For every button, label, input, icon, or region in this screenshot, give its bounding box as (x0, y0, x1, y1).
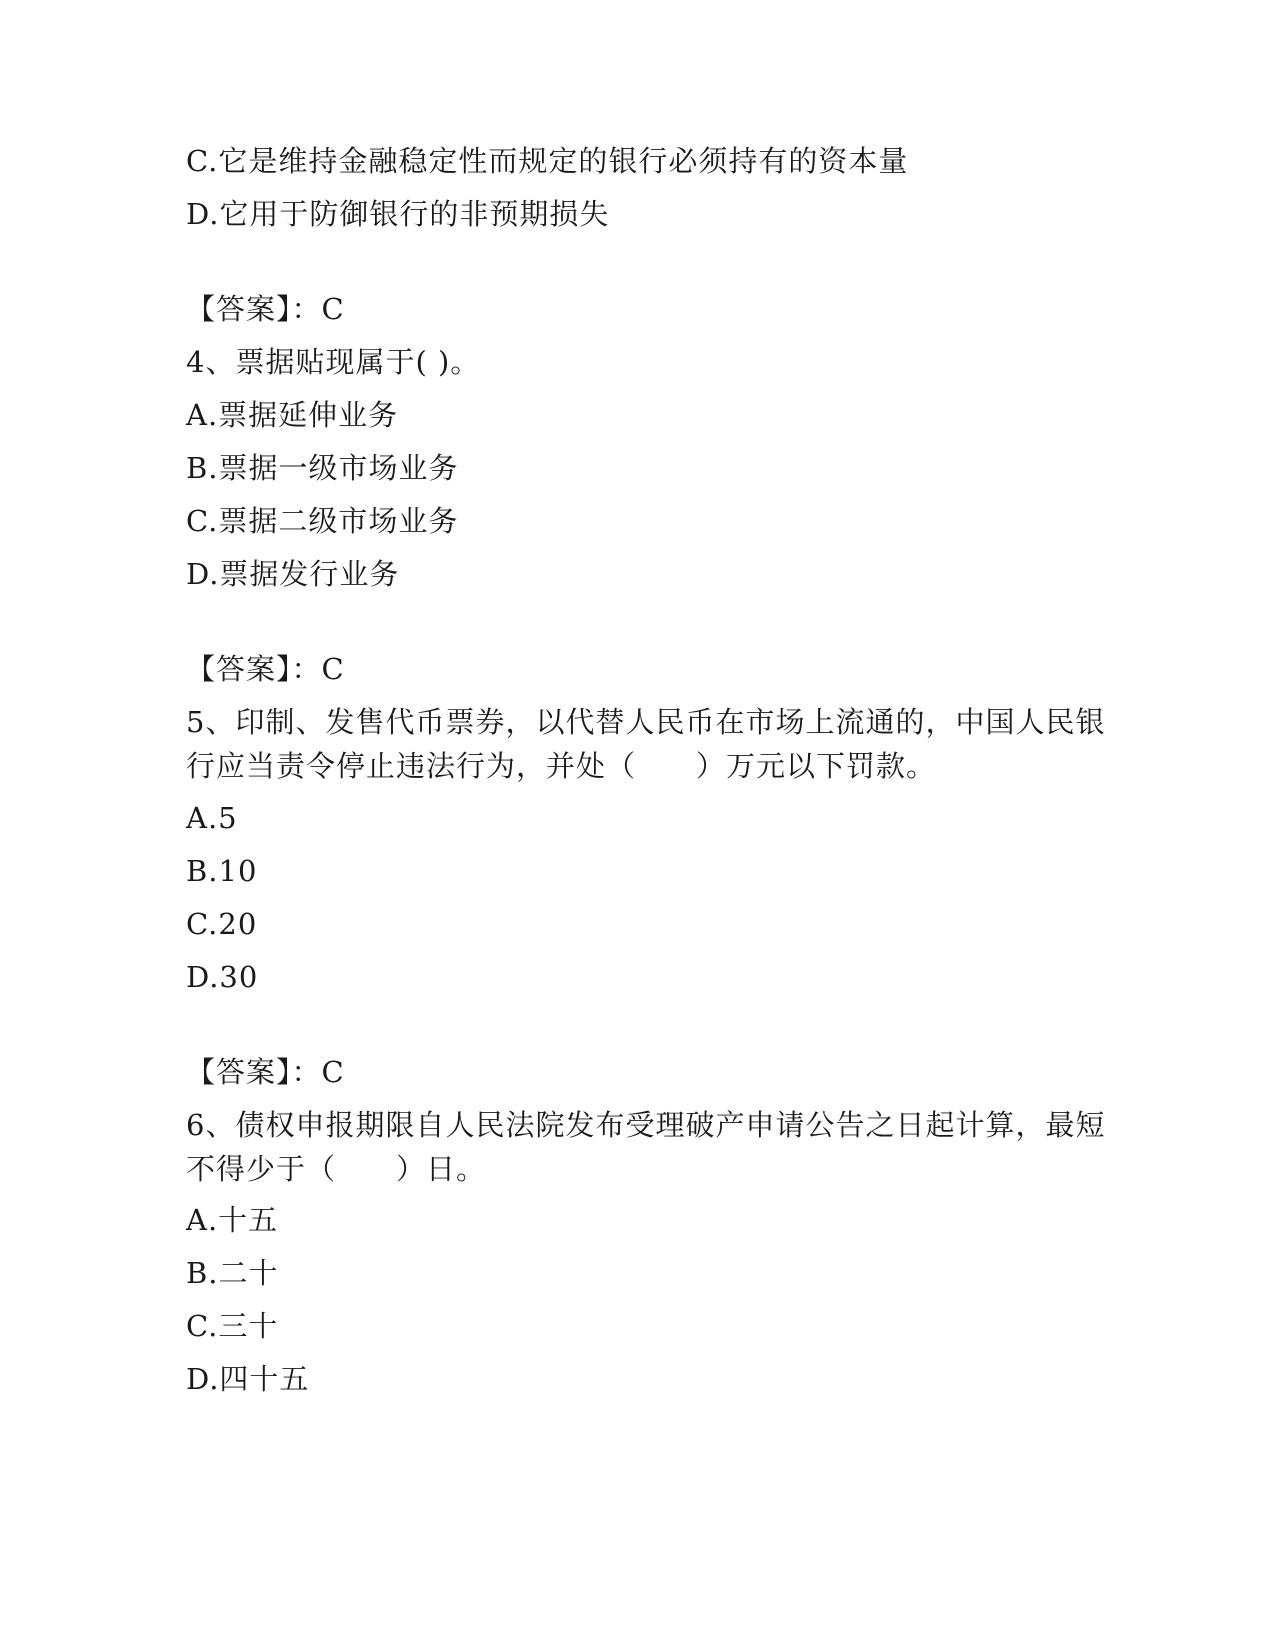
q4-option-c: C.票据二级市场业务 (186, 504, 459, 538)
q3-option-d: D.它用于防御银行的非预期损失 (186, 197, 610, 231)
q5-question (186, 700, 1106, 788)
q5-question-line-2: 行应当责令停止违法行为，并处（ ）万元以下罚款。 (186, 749, 937, 783)
q5-option-c: C.20 (186, 907, 258, 941)
q6-option-a: A.十五 (186, 1203, 279, 1237)
q5-option-b: B.10 (186, 854, 258, 888)
q4-option-d: D.票据发行业务 (186, 557, 400, 591)
q4-option-a: A.票据延伸业务 (186, 398, 399, 432)
q6-option-d: D.四十五 (186, 1362, 310, 1396)
q6-question (186, 1103, 1106, 1191)
q6-option-c: C.三十 (186, 1309, 279, 1343)
q5-question-line-1: 5、印制、发售代币票券，以代替人民币在市场上流通的，中国人民银 (186, 705, 1106, 739)
q6-question-line-2: 不得少于（ ）日。 (186, 1152, 487, 1186)
q5-option-d: D.30 (186, 960, 259, 994)
q4-option-b: B.票据一级市场业务 (186, 451, 459, 485)
q3-answer: 【答案】：C (186, 292, 345, 326)
q4-question: 4、票据贴现属于( )。 (186, 345, 481, 379)
q6-option-b: B.二十 (186, 1256, 279, 1290)
q4-answer: 【答案】：C (186, 652, 345, 686)
q3-option-c: C.它是维持金融稳定性而规定的银行必须持有的资本量 (186, 144, 909, 178)
q5-option-a: A.5 (186, 801, 238, 835)
q5-answer: 【答案】：C (186, 1055, 345, 1089)
q6-question-line-1: 6、债权申报期限自人民法院发布受理破产申请公告之日起计算，最短 (186, 1108, 1106, 1142)
